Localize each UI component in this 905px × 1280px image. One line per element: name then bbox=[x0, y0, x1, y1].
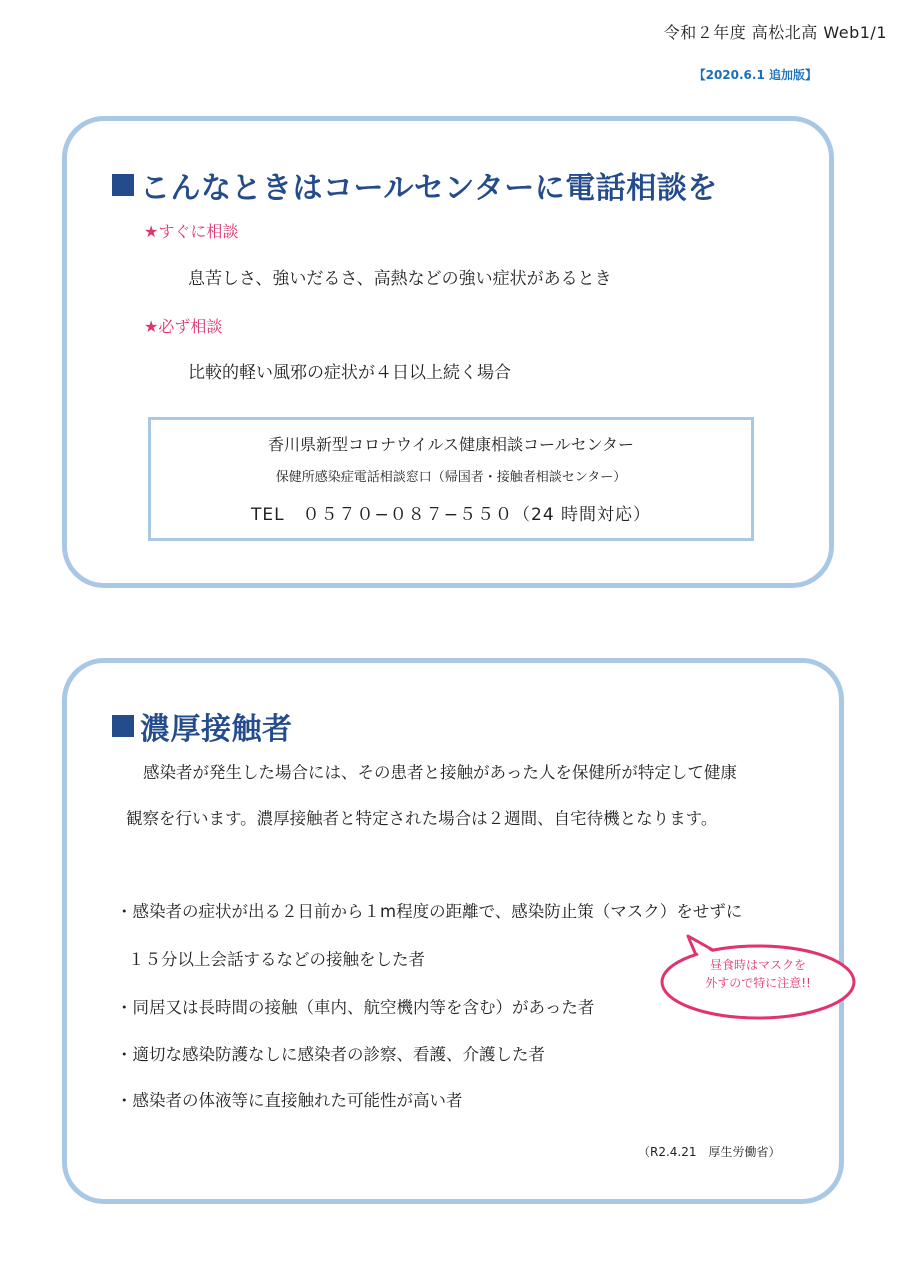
call-center-subname: 保健所感染症電話相談窓口（帰国者・接触者相談センター） bbox=[275, 470, 627, 485]
callout-line-1: 昼食時はマスクを bbox=[709, 958, 806, 972]
must-consult-heading: ★必ず相談 bbox=[144, 317, 223, 336]
call-section-title bbox=[112, 163, 718, 207]
callout-line-2: 外すので特に注意!! bbox=[705, 976, 811, 990]
call-center-name: 香川県新型コロナウイルス健康相談コールセンター bbox=[267, 435, 635, 454]
version-note: 【2020.6.1 追加版】 bbox=[693, 68, 817, 82]
bullet-item-1-cont: １５分以上会話するなどの接触をした者 bbox=[128, 950, 425, 969]
close-contact-title bbox=[112, 704, 293, 748]
immediate-consult-text: 息苦しさ、強いだるさ、高熱などの強い症状があるとき bbox=[188, 269, 612, 289]
source-note: （R2.4.21 厚生労働省） bbox=[638, 1145, 781, 1159]
header-line: 令和２年度 高松北高 Web1/1 bbox=[663, 23, 887, 42]
bullet-item-2: ・同居又は長時間の接触（車内、航空機内等を含む）があった者 bbox=[116, 998, 595, 1017]
close-contact-title-text: 濃厚接触者 bbox=[140, 712, 293, 747]
contact-info-box bbox=[148, 417, 754, 541]
bullet-item-1: ・感染者の症状が出る２日前から１m程度の距離で、感染防止策（マスク）をせずに bbox=[116, 902, 743, 921]
square-bullet-icon bbox=[112, 715, 134, 737]
intro-line-2: 観察を行います。濃厚接触者と特定された場合は２週間、自宅待機となります。 bbox=[126, 809, 718, 828]
call-section-title-text: こんなときはコールセンターに電話相談を bbox=[140, 171, 718, 206]
must-consult-text: 比較的軽い風邪の症状が４日以上続く場合 bbox=[188, 363, 511, 383]
bullet-item-3: ・適切な感染防護なしに感染者の診察、看護、介護した者 bbox=[116, 1045, 545, 1064]
square-bullet-icon bbox=[112, 174, 134, 196]
intro-line-1: 感染者が発生した場合には、その患者と接触があった人を保健所が特定して健康 bbox=[143, 763, 737, 782]
immediate-consult-heading: ★すぐに相談 bbox=[144, 222, 239, 241]
bullet-item-4: ・感染者の体液等に直接触れた可能性が高い者 bbox=[116, 1091, 463, 1110]
lunch-warning-callout bbox=[660, 946, 856, 1018]
call-center-tel: TEL ０５７０−０８７−５５０（24 時間対応） bbox=[250, 505, 652, 525]
